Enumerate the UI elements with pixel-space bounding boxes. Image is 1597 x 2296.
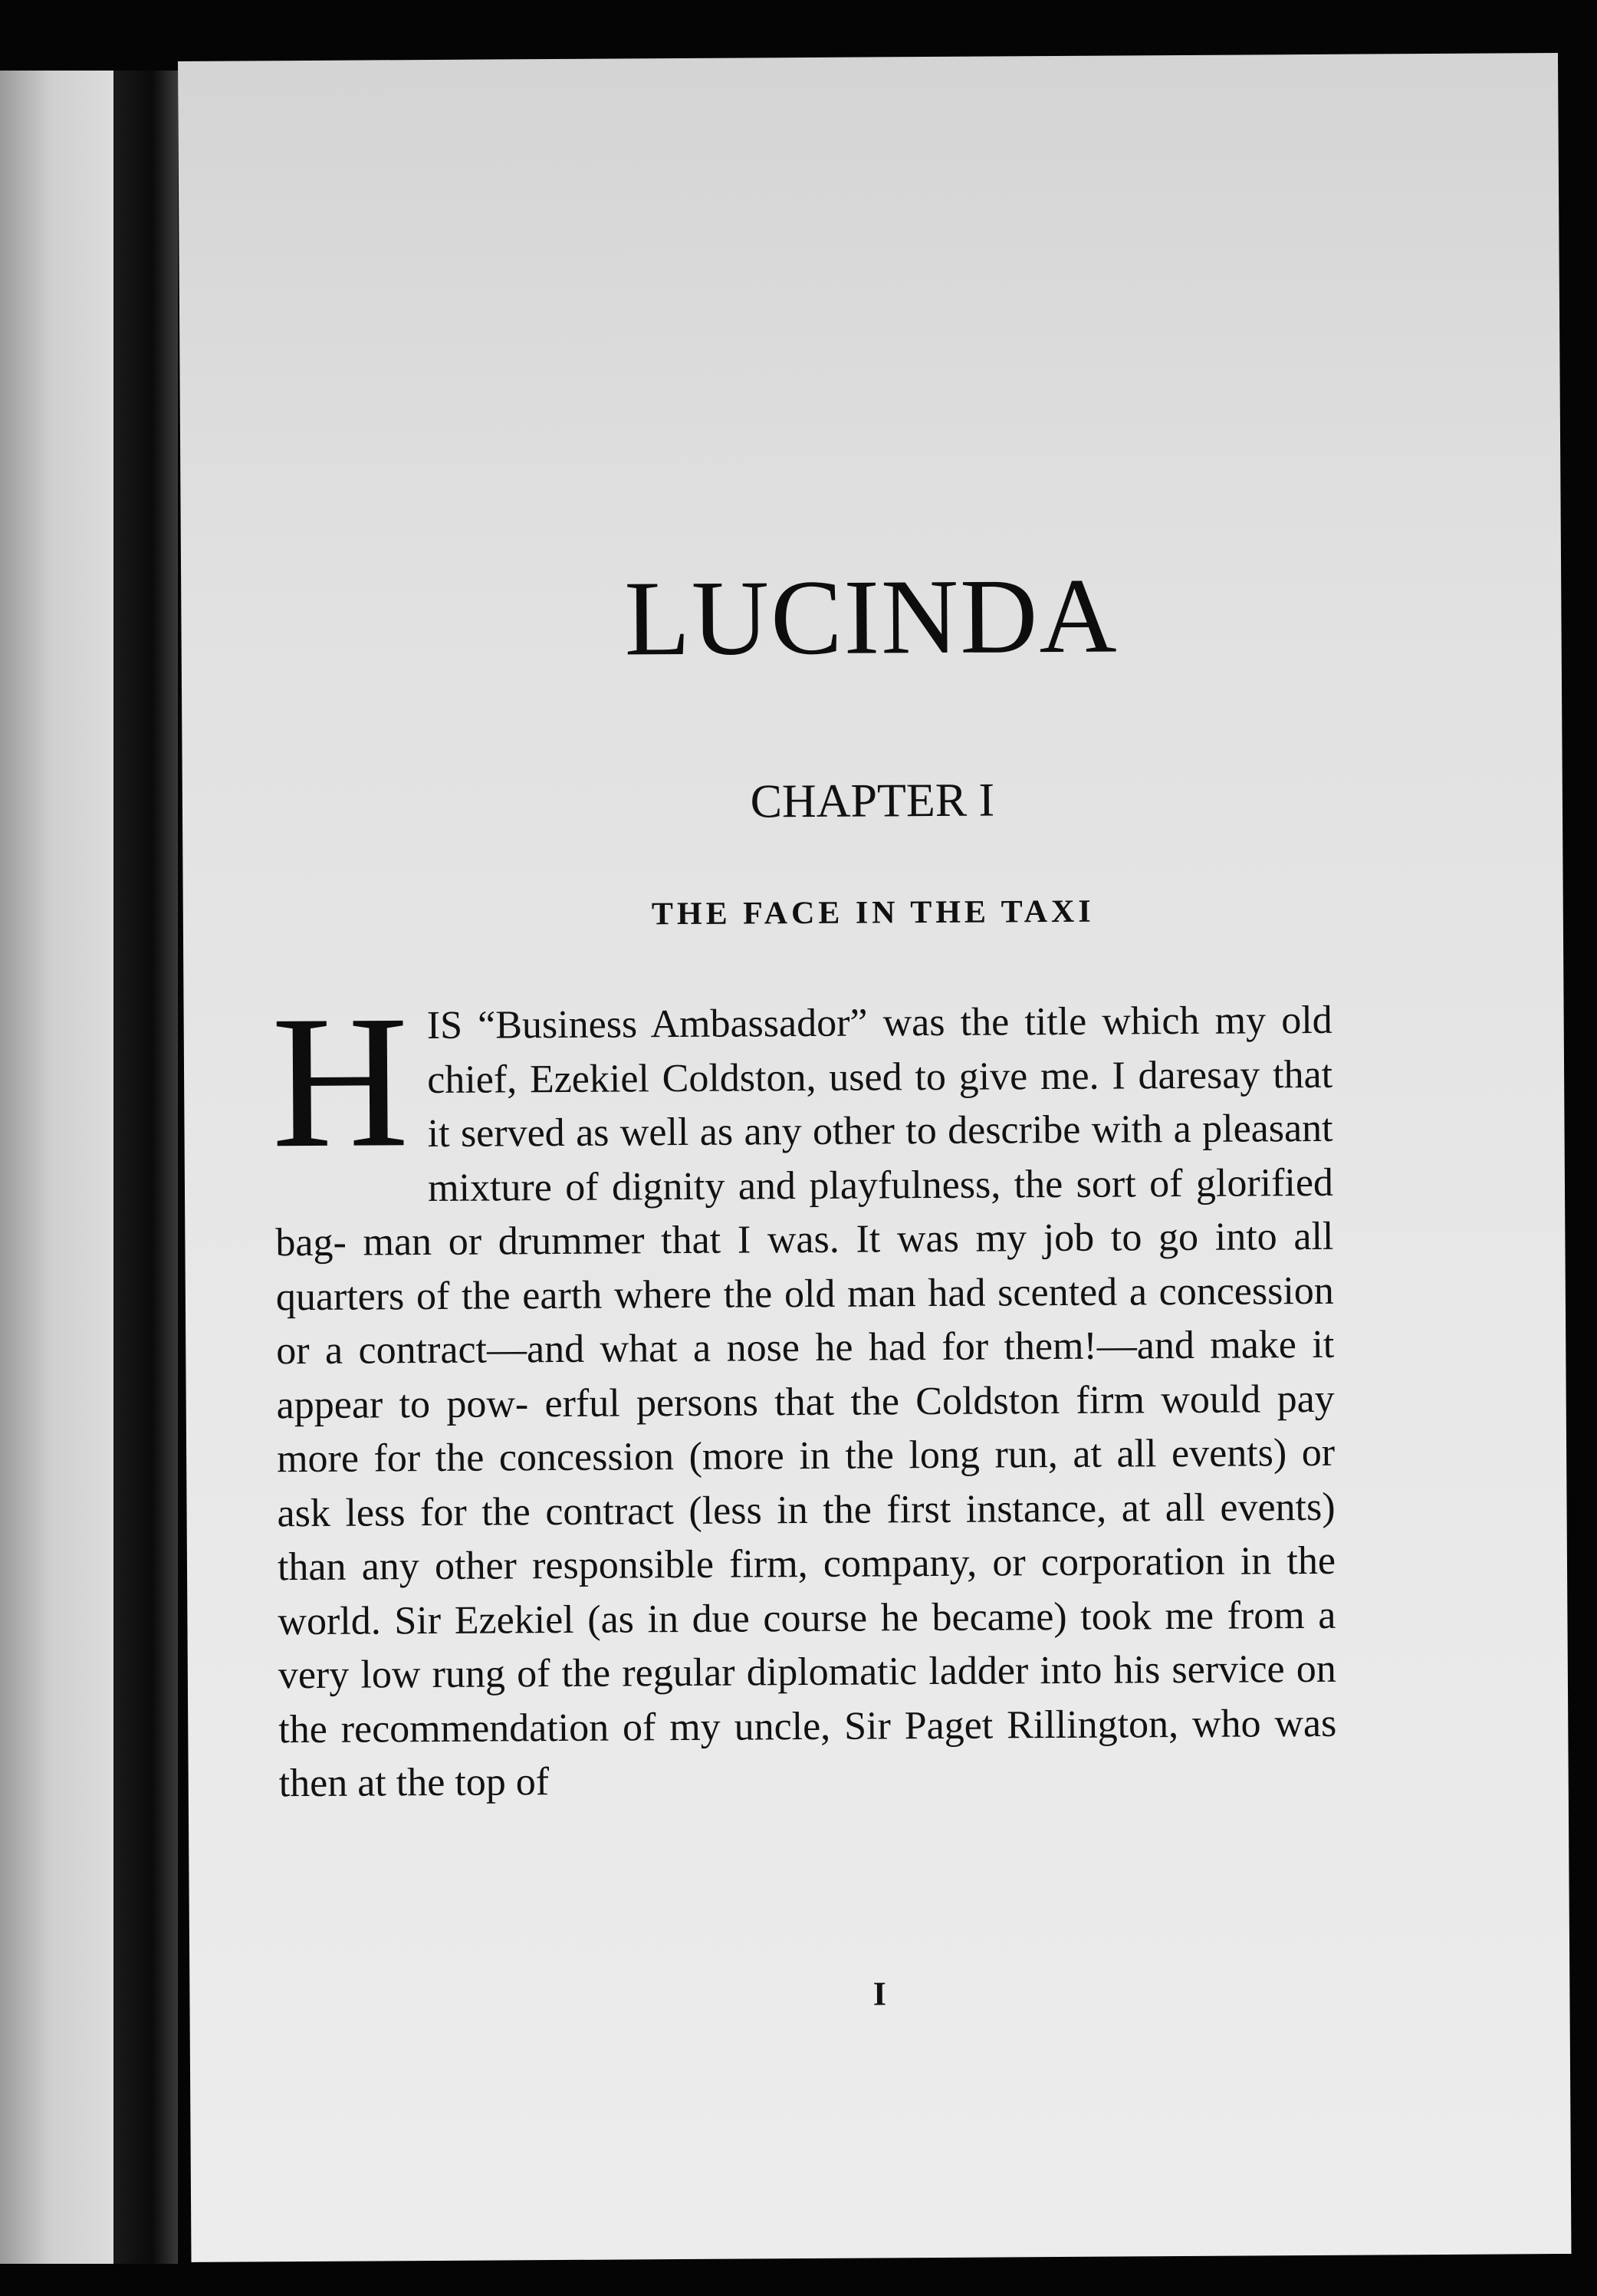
left-page-edge [0, 71, 113, 2264]
chapter-heading: CHAPTER I [750, 774, 995, 828]
book-title: LUCINDA [624, 556, 1119, 679]
body-paragraph [271, 975, 1337, 1811]
book-gutter [113, 71, 178, 2264]
drop-cap: H [271, 975, 410, 1188]
book-page [178, 53, 1571, 2262]
page-number: I [872, 1975, 887, 2013]
chapter-title: THE FACE IN THE TAXI [651, 893, 1095, 933]
body-text: IS “Business Ambassador” was the title which my old chief, Ezekiel Coldston, used to give me. I daresay that it served as well as any other to describe with a pleasant mixture of dignity and playfulness, the sort of glorified bag- man or drummer that I was. It was my job to go into all quarters of the earth where the old man had scented a concession or a contract—and what a nose he had for them!—and make it appear to pow- erful persons that the Coldston firm would pay more for the concession (more in the long run, at all events) or ask less for the contract (less in the first instance, at all events) than any other responsible firm, company, or corporation in the world. Sir Ezekiel (as in due course he became) took me from a very low rung of the regular diplomatic ladder into his service on the recommendation of my uncle, Sir Paget Rillington, who was then at the top of [275, 998, 1337, 1806]
